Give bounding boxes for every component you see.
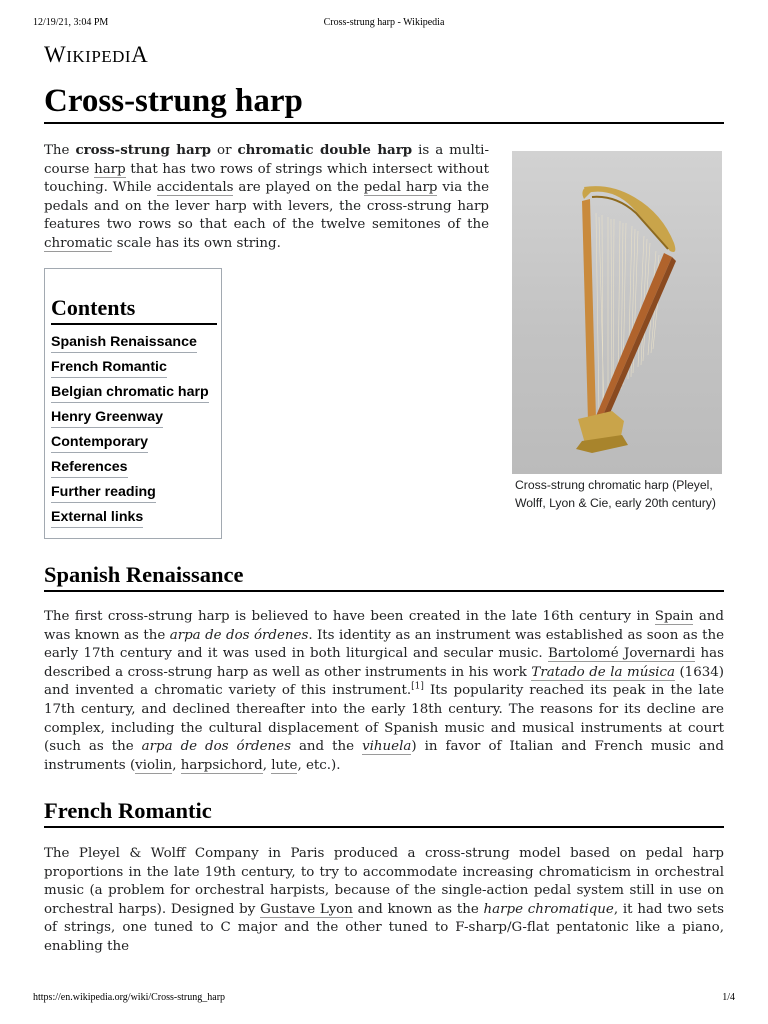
- print-page-number: 1/4: [722, 992, 735, 1003]
- section-heading-french-romantic: French Romantic: [44, 796, 724, 828]
- toc-item-external-links[interactable]: External links: [51, 508, 143, 528]
- toc-item-spanish-renaissance[interactable]: Spanish Renaissance: [51, 333, 197, 353]
- toc-item-contemporary[interactable]: Contemporary: [51, 433, 148, 453]
- spanish-renaissance-paragraph: The first cross-strung harp is believed to have been created in the late 16th century in Spain and was known as the arpa de dos órdenes. Its identity as an instrument was established as soon as the early 17th century and it was used in both liturgical and secular music. Bartolomé Jovernardi has described a cross-strung harp as well as other instruments in his work Tratado de la música (1634) and invented a chromatic variety of this instrument.[1] Its popularity reached its peak in the late 17th century, and declined thereafter into the early 18th century. The reasons for its decline are complex, including the cultural displacement of Spanish music and musical instruments at court (such as the arpa de dos órdenes and the vihuela) in favor of Italian and French music and instruments (violin, harpsichord, lute, etc.).: [44, 609, 725, 773]
- toc-item-belgian-chromatic-harp[interactable]: Belgian chromatic harp: [51, 383, 209, 403]
- section-heading-spanish-renaissance: Spanish Renaissance: [44, 560, 724, 592]
- link-violin[interactable]: violin: [135, 757, 173, 773]
- lead-paragraph: The cross-strung harp or chromatic double harp is a multi-course harp that has two rows of strings which intersect without touching. While accidentals are played on the pedal harp via the pedals and on the lever harp with levers, the cross-strung harp features two rows so that each of the twelve semitones of the chromatic scale has its own string.: [44, 142, 490, 251]
- table-of-contents: [44, 268, 222, 539]
- link-lute[interactable]: lute: [271, 757, 298, 773]
- french-romantic-paragraph: The Pleyel & Wolff Company in Paris produced a cross-strung model based on pedal harp proportions in the late 19th century, to try to accommodate increasing chromaticism in orchestral music (a problem for orchestral harpists, because of the single-action pedal system still in use on orchestral harps). Designed by Gustave Lyon and known as the harpe chromatique, it had two sets of strings, one tuned to C major and the other tuned to F-sharp/G-flat pentatonic like a piano, enabling the: [44, 846, 724, 954]
- link-bartolome-jovernardi[interactable]: Bartolomé Jovernardi: [548, 646, 696, 662]
- wordmark-mid: IKIPEDI: [66, 47, 132, 66]
- link-spain[interactable]: Spain: [654, 609, 694, 624]
- link-accidentals[interactable]: accidentals: [156, 180, 234, 196]
- link-harpsichord[interactable]: harpsichord: [180, 757, 263, 773]
- image-caption: Cross-strung chromatic harp (Pleyel, Wolff, Lyon & Cie, early 20th century): [515, 478, 716, 511]
- wikipedia-wordmark[interactable]: [44, 42, 148, 68]
- harp-illustration: [512, 151, 722, 474]
- link-chromatic[interactable]: chromatic: [44, 235, 113, 251]
- toc-item-henry-greenway[interactable]: Henry Greenway: [51, 408, 163, 428]
- harp-soundboard: [596, 253, 672, 416]
- link-vihuela[interactable]: vihuela: [362, 739, 412, 755]
- link-harp[interactable]: harp: [94, 161, 126, 177]
- link-gustave-lyon[interactable]: Gustave Lyon: [260, 901, 353, 917]
- page-title: Cross-strung harp: [44, 80, 724, 124]
- toc-title: Contents: [51, 293, 217, 325]
- toc-item-further-reading[interactable]: Further reading: [51, 483, 156, 503]
- reference-1[interactable]: [1]: [411, 681, 424, 692]
- link-tratado-de-la-musica[interactable]: Tratado de la música: [531, 664, 675, 680]
- print-footer: [33, 992, 735, 1006]
- link-pedal-harp[interactable]: pedal harp: [363, 180, 438, 196]
- harp-image[interactable]: [512, 151, 722, 474]
- print-datetime: 12/19/21, 3:04 PM: [33, 17, 109, 28]
- harp-column: [582, 199, 596, 421]
- wordmark-last: A: [131, 42, 149, 67]
- print-page-title: Cross-strung harp - Wikipedia: [323, 17, 445, 28]
- print-header: [33, 17, 735, 31]
- print-url: https://en.wikipedia.org/wiki/Cross-strung_harp: [33, 992, 226, 1003]
- wordmark-first: W: [44, 42, 67, 67]
- toc-item-references[interactable]: References: [51, 458, 128, 478]
- toc-item-french-romantic[interactable]: French Romantic: [51, 358, 167, 378]
